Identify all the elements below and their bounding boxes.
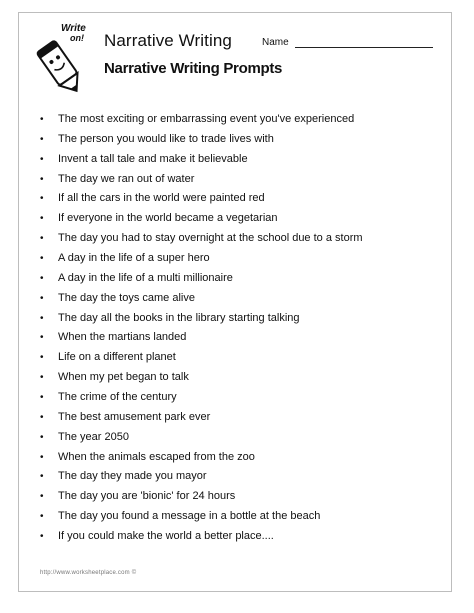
bullet-icon: • bbox=[40, 173, 44, 185]
list-item bbox=[40, 368, 363, 388]
list-item bbox=[40, 110, 363, 130]
list-item bbox=[40, 408, 363, 428]
bullet-icon: • bbox=[40, 114, 44, 125]
list-item bbox=[40, 289, 363, 309]
list-item bbox=[40, 507, 363, 527]
prompt-text: If everyone in the world became a vegetarian bbox=[58, 212, 278, 225]
prompt-text: Invent a tall tale and make it believable bbox=[58, 152, 248, 165]
logo-text-on: on! bbox=[70, 33, 84, 43]
bullet-icon: • bbox=[40, 213, 44, 225]
bullet-icon: • bbox=[40, 193, 44, 205]
bullet-icon: • bbox=[40, 411, 44, 423]
bullet-icon: • bbox=[40, 312, 44, 324]
list-item bbox=[40, 170, 363, 190]
list-item bbox=[40, 448, 363, 468]
prompt-text: The day they made you mayor bbox=[58, 470, 207, 483]
prompt-text: The best amusement park ever bbox=[58, 410, 211, 423]
footer-url: http://www.worksheetplace.com © bbox=[40, 570, 137, 576]
bullet-icon: • bbox=[40, 332, 44, 344]
bullet-icon: • bbox=[40, 491, 44, 503]
list-item bbox=[40, 467, 363, 487]
list-item bbox=[40, 328, 363, 348]
list-item bbox=[40, 189, 363, 209]
bullet-icon: • bbox=[40, 233, 44, 245]
bullet-icon: • bbox=[40, 272, 44, 284]
prompt-text: The year 2050 bbox=[58, 430, 129, 443]
bullet-icon: • bbox=[40, 153, 44, 165]
name-field-line[interactable] bbox=[295, 47, 433, 48]
list-item bbox=[40, 269, 363, 289]
list-item bbox=[40, 428, 363, 448]
list-item bbox=[40, 309, 363, 329]
bullet-icon: • bbox=[40, 292, 44, 304]
list-item bbox=[40, 130, 363, 150]
bullet-icon: • bbox=[40, 511, 44, 523]
prompt-text: When the martians landed bbox=[58, 331, 187, 344]
prompt-text: The day you are 'bionic' for 24 hours bbox=[58, 490, 236, 503]
bullet-icon: • bbox=[40, 372, 44, 384]
prompt-text: If you could make the world a better place.... bbox=[58, 530, 274, 543]
bullet-icon: • bbox=[40, 133, 44, 145]
prompt-text: The day all the books in the library starting talking bbox=[58, 311, 300, 324]
name-label: Name bbox=[262, 37, 289, 48]
prompt-text: The crime of the century bbox=[58, 391, 177, 404]
list-item bbox=[40, 527, 363, 547]
logo-text-write: Write bbox=[61, 23, 86, 34]
prompt-list bbox=[40, 110, 363, 547]
bullet-icon: • bbox=[40, 531, 44, 543]
page-heading: Narrative Writing Prompts bbox=[104, 60, 283, 77]
prompt-text: Life on a different planet bbox=[58, 351, 176, 364]
bullet-icon: • bbox=[40, 451, 44, 463]
bullet-icon: • bbox=[40, 253, 44, 265]
bullet-icon: • bbox=[40, 392, 44, 404]
prompt-text: When my pet began to talk bbox=[58, 371, 189, 384]
bullet-icon: • bbox=[40, 471, 44, 483]
pencil-mascot-icon bbox=[26, 20, 92, 98]
prompt-text: The day you had to stay overnight at the school due to a storm bbox=[58, 232, 363, 245]
bullet-icon: • bbox=[40, 352, 44, 364]
prompt-text: If all the cars in the world were painted red bbox=[58, 192, 265, 205]
list-item bbox=[40, 388, 363, 408]
prompt-text: A day in the life of a multi millionaire bbox=[58, 271, 233, 284]
list-item bbox=[40, 229, 363, 249]
prompt-text: When the animals escaped from the zoo bbox=[58, 450, 255, 463]
prompt-text: The day the toys came alive bbox=[58, 291, 195, 304]
list-item bbox=[40, 150, 363, 170]
prompt-text: The day we ran out of water bbox=[58, 172, 195, 185]
list-item bbox=[40, 209, 363, 229]
list-item bbox=[40, 249, 363, 269]
worksheet-title: Narrative Writing bbox=[104, 31, 232, 50]
bullet-icon: • bbox=[40, 431, 44, 443]
prompt-text: The day you found a message in a bottle at the beach bbox=[58, 510, 321, 523]
prompt-text: A day in the life of a super hero bbox=[58, 252, 210, 265]
prompt-text: The most exciting or embarrassing event you've experienced bbox=[58, 113, 355, 125]
list-item bbox=[40, 487, 363, 507]
list-item bbox=[40, 348, 363, 368]
prompt-text: The person you would like to trade lives with bbox=[58, 132, 274, 145]
